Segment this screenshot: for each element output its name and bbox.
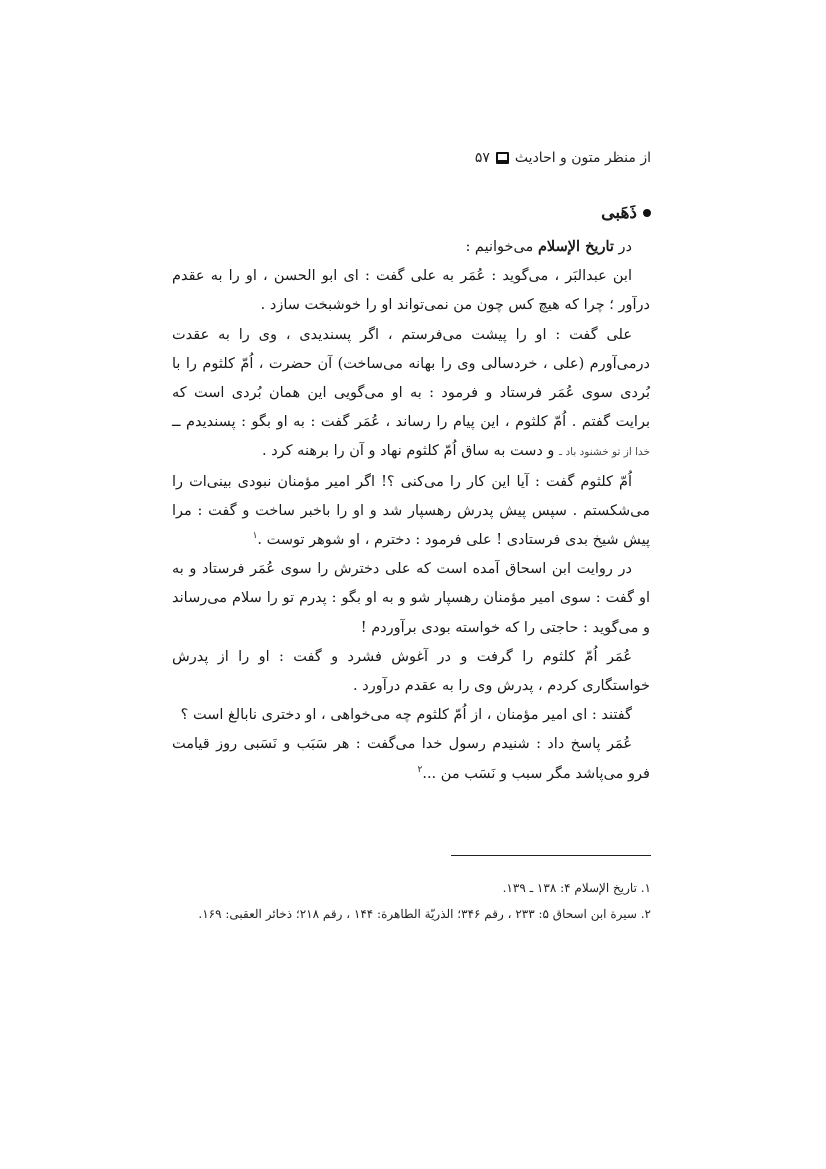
paragraph: ابن عبدالبَر ، می‌گوید : عُمَر به علی گفت : ای ابو الحسن ، او را به عقدم درآور ؛ چرا که هیچ کس چون من نمی‌تواند او را خوشبخت سازد . bbox=[172, 268, 650, 314]
running-title: از منظر متون و احادیث bbox=[514, 150, 651, 166]
page-number: ۵۷ bbox=[474, 150, 490, 166]
footnote-ref: ۲ bbox=[417, 764, 423, 775]
section-heading bbox=[601, 203, 651, 223]
bullet-icon bbox=[643, 209, 651, 217]
body-text bbox=[172, 232, 650, 789]
footnote-ref: ۱ bbox=[252, 531, 258, 542]
section-title: ذَهَبی bbox=[601, 203, 637, 223]
header-square-icon bbox=[496, 152, 509, 164]
paragraph: علی گفت : او را پیشت می‌فرستم ، اگر پسندیدی ، وی را به عقدت درمی‌آورم (علی ، خردسالی وی را بهانه می‌ساخت) آن حضرت ، اُمّ کلثوم را با بُردی سوی عُمَر فرستاد و فرمود : به او می‌گویی این همان بُردی است که برایت گفتم . اُمّ کلثوم ، این پیام را رساند ، عُمَر گفت : به او بگو : پسندیدم ــ خدا از تو خشنود باد ـ و دست به ساق اُمّ کلثوم نهاد و آن را برهنه کرد . bbox=[172, 326, 650, 460]
honorific-aside: خدا از تو خشنود باد ـ bbox=[559, 446, 650, 459]
paragraph: عُمَر پاسخ داد : شنیدم رسول خدا می‌گفت : هر سَبَب و نَسَبی روز قیامت فرو می‌پاشد مگر سبب و نَسَب من ...$^۲$ bbox=[172, 736, 650, 782]
paragraph: اُمّ کلثوم گفت : آیا این کار را می‌کنی ؟! اگر امیر مؤمنان نبودی بینی‌ات را می‌شکستم . سپس پیش پدرش رهسپار شد و او را باخبر ساخت و گفت : مرا پیش شیخ بدی فرستادی ! علی فرمود : دخترم ، او شوهر توست .$^۱$ bbox=[172, 473, 650, 549]
paragraph: عُمَر اُمّ کلثوم را گرفت و در آغوش فشرد و گفت : او را از پدرش خواستگاری کردم ، پدرش وی را به عقدم درآورد . bbox=[172, 648, 650, 695]
running-header bbox=[475, 150, 651, 166]
paragraph-intro: در تاریخ الإسلام می‌خوانیم : bbox=[465, 238, 632, 255]
paragraph: گفتند : ای امیر مؤمنان ، از اُمّ کلثوم چه می‌خواهی ، او دختری نابالغ است ؟ bbox=[180, 707, 632, 724]
book-title: تاریخ الإسلام bbox=[537, 238, 614, 255]
paragraph: در روایت ابن اسحاق آمده است که علی دخترش را سوی عُمَر فرستاد و به او گفت : سوی امیر مؤمنان رهسپار شو و به او بگو : پدرم تو را سلام می‌رساند و می‌گوید : حاجتی را که خواسته بودی برآوردم ! bbox=[172, 561, 650, 636]
footnote-2: ۲. سیرة ابن اسحاق ۵: ۲۳۳ ، رقم ۳۴۶؛ الذریّة الطاهرة: ۱۴۴ ، رقم ۲۱۸؛ ذخائر العقبی: ۱۶۹. bbox=[198, 907, 651, 921]
footnotes bbox=[171, 875, 651, 927]
footnote-divider bbox=[451, 855, 651, 856]
footnote-1: ۱. تاریخ الإسلام ۴: ۱۳۸ ـ ۱۳۹. bbox=[502, 881, 651, 895]
